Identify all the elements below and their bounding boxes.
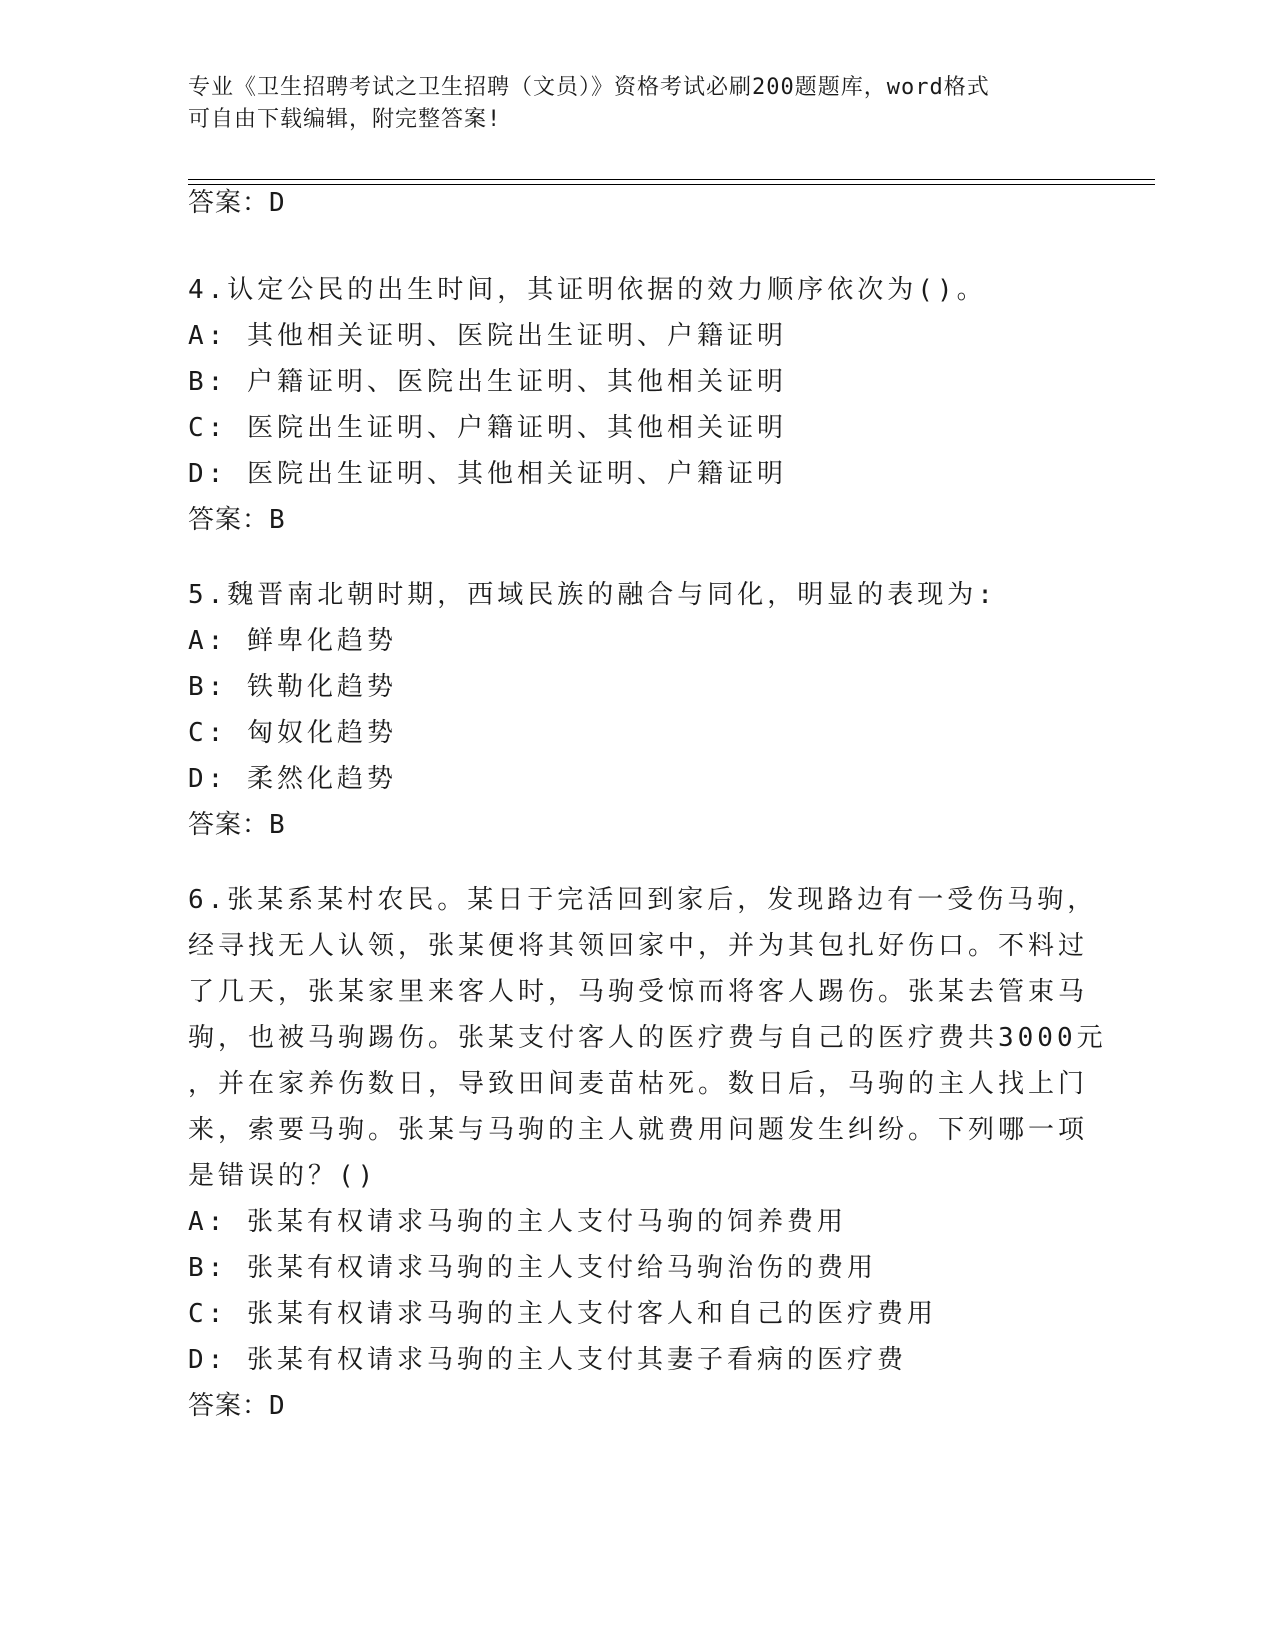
question-6-text-line: 驹，也被马驹踢伤。张某支付客人的医疗费与自己的医疗费共3000元 — [188, 1023, 1107, 1053]
question-6-text-line: 6.张某系某村农民。某日于完活回到家后，发现路边有一受伤马驹， — [188, 885, 1098, 915]
question-6-text-line: 来，索要马驹。张某与马驹的主人就费用问题发生纠纷。下列哪一项 — [188, 1115, 1089, 1145]
question-5-option-d: D: 柔然化趋势 — [188, 764, 397, 794]
question-4-answer: 答案：B — [188, 505, 286, 535]
question-4-option-d: D: 医院出生证明、其他相关证明、户籍证明 — [188, 459, 787, 489]
question-6-text-line: 是错误的？() — [188, 1161, 378, 1191]
header-line-1: 专业《卫生招聘考试之卫生招聘（文员）》资格考试必刷200题题库，word格式 — [188, 75, 990, 100]
document-header — [188, 72, 1088, 136]
question-4-option-b: B: 户籍证明、医院出生证明、其他相关证明 — [188, 367, 787, 397]
question-4-option-c: C: 医院出生证明、户籍证明、其他相关证明 — [188, 413, 787, 443]
header-line-2: 可自由下载编辑，附完整答案! — [188, 107, 502, 132]
question-5-text: 5.魏晋南北朝时期，西域民族的融合与同化，明显的表现为: — [188, 580, 997, 610]
question-6-text-line: 经寻找无人认领，张某便将其领回家中，并为其包扎好伤口。不料过 — [188, 931, 1089, 961]
question-6-answer: 答案：D — [188, 1391, 286, 1421]
question-4-text: 4.认定公民的出生时间，其证明依据的效力顺序依次为()。 — [188, 275, 987, 305]
question-4 — [188, 267, 1068, 543]
question-6-option-b: B: 张某有权请求马驹的主人支付给马驹治伤的费用 — [188, 1253, 877, 1283]
question-4-option-a: A: 其他相关证明、医院出生证明、户籍证明 — [188, 321, 787, 351]
question-5-option-a: A: 鲜卑化趋势 — [188, 626, 397, 656]
question-5-answer: 答案：B — [188, 810, 286, 840]
question-6-option-d: D: 张某有权请求马驹的主人支付其妻子看病的医疗费 — [188, 1345, 907, 1375]
question-6-text-line: ，并在家养伤数日，导致田间麦苗枯死。数日后，马驹的主人找上门 — [188, 1069, 1089, 1099]
answer-previous: 答案：D — [188, 188, 286, 218]
question-6-text-line: 了几天，张某家里来客人时，马驹受惊而将客人踢伤。张某去管束马 — [188, 977, 1089, 1007]
question-6 — [188, 877, 1107, 1429]
question-5-option-b: B: 铁勒化趋势 — [188, 672, 397, 702]
header-rule-top — [188, 179, 1155, 180]
question-5 — [188, 572, 1068, 848]
header-rule-bottom — [188, 184, 1155, 185]
question-6-option-a: A: 张某有权请求马驹的主人支付马驹的饲养费用 — [188, 1207, 847, 1237]
question-6-option-c: C: 张某有权请求马驹的主人支付客人和自己的医疗费用 — [188, 1299, 937, 1329]
question-5-option-c: C: 匈奴化趋势 — [188, 718, 397, 748]
